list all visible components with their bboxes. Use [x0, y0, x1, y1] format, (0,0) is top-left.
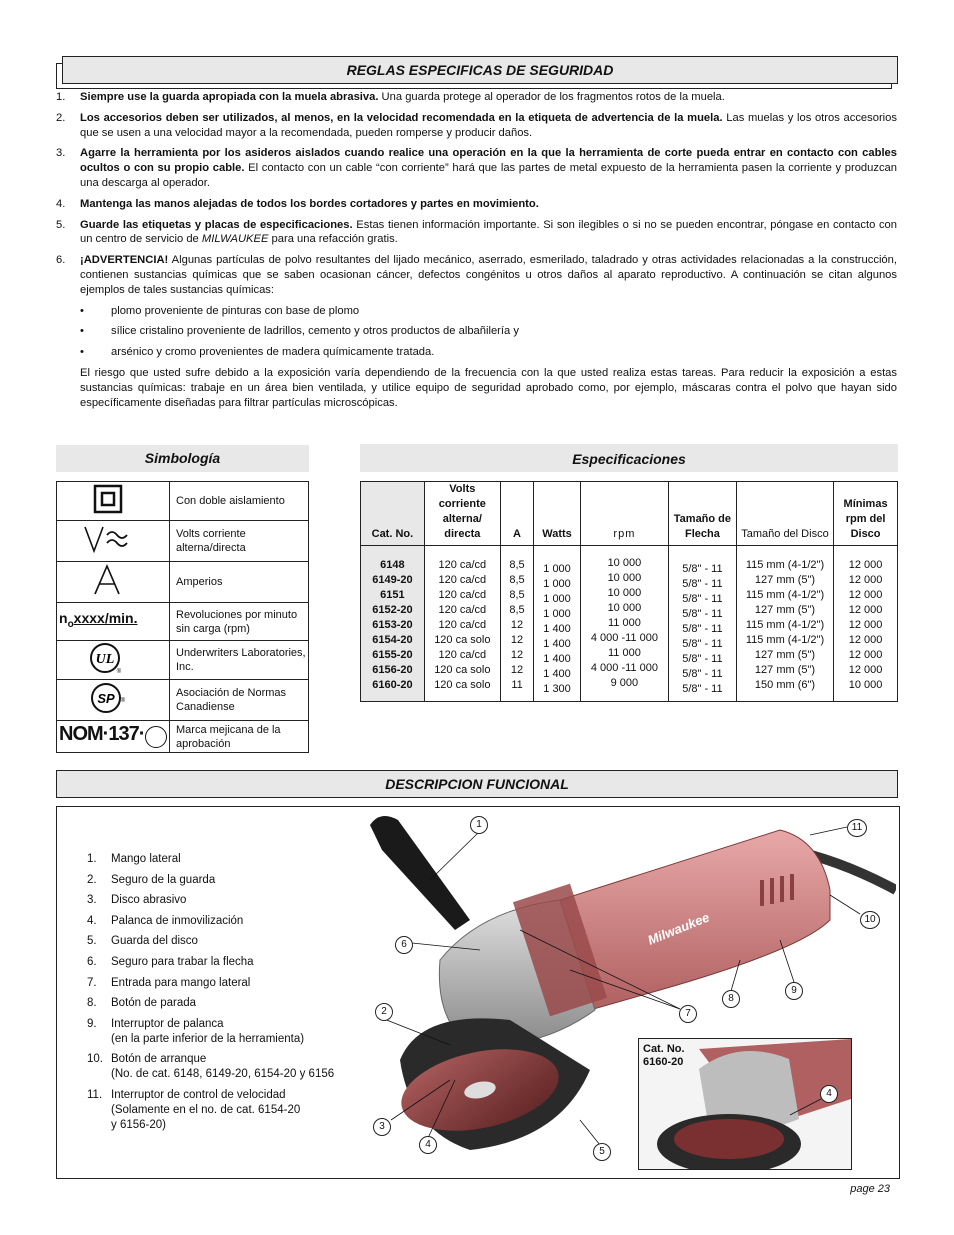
part-item: 6. Seguro para trabar la flecha: [87, 955, 254, 968]
spec-cell: 1 400: [543, 653, 571, 665]
spec-cell: 1 000: [543, 578, 571, 590]
spec-cell: 150 mm (6"): [754, 679, 816, 691]
spec-cell: 120 ca solo: [434, 664, 491, 676]
callout-2: 2: [375, 1003, 393, 1021]
spec-cell: 8,5: [509, 559, 525, 571]
spec-cell: 6151: [380, 589, 405, 601]
spec-cell: 6148: [380, 559, 405, 571]
spec-cell: 10 000: [607, 557, 642, 569]
spec-cell: 8,5: [509, 574, 525, 586]
brand-text: Milwaukee: [645, 909, 712, 948]
rule-5: 5. Guarde las etiquetas y placas de especificaciones. Estas tienen información importante. Si son ilegibles o si no se pueden encontrar, póngase en contacto con un centro de servicio de MILWAUKEE para una refacción gratis.: [56, 218, 897, 246]
part-item: 1. Mango lateral: [87, 853, 181, 865]
rule-2: 2. Los accesorios deben ser utilizados, al menos, en la velocidad recomendada en la etiqueta de advertencia de la muela. Las muelas y los otros accesorios que se usen a una velocidad mayor a la recomendada, pueden romperse y producir daños.: [56, 111, 897, 139]
specs-header: Especificaciones: [360, 444, 898, 472]
spec-cell: 12 000: [848, 574, 883, 586]
spec-cell: 115 mm (4-1/2"): [745, 634, 825, 646]
spec-cell: 10 000: [848, 679, 883, 691]
spec-cell: 11: [511, 679, 523, 691]
spec-cell: 5/8" - 11: [682, 563, 723, 575]
bullet-item: • arsénico y cromo provenientes de madera químicamente tratada.: [80, 346, 435, 359]
spec-cell: 9 000: [610, 677, 639, 689]
spec-cell: 12 000: [848, 589, 883, 601]
spec-cell: 1 400: [543, 623, 571, 635]
spec-cell: 1 000: [543, 563, 571, 575]
symbol-desc: Amperios: [170, 562, 309, 603]
part-item: 3. Disco abrasivo: [87, 894, 187, 907]
closing-paragraph: El riesgo que usted sufre debido a la exposición varía dependiendo de la frecuencia con la que usted realiza estas tareas. Para reducir la exposición a estas sustancias químicas: trabaje en un área bien ventilada, y utilice equipo de seguridad aprobado como, por ejemplo, máscaras contra el polvo que hayan sido específicamente diseñadas para filtrar partículas microscópicas.: [80, 366, 897, 409]
callout-9: 9: [785, 982, 803, 1000]
callout-10: 10: [860, 911, 880, 929]
spec-cell: 5/8" - 11: [682, 638, 723, 650]
callout-6: 6: [395, 936, 413, 954]
spec-cell: 1 400: [543, 668, 571, 680]
spec-cell: 120 ca solo: [434, 679, 491, 691]
spec-cell: 12 000: [848, 664, 883, 676]
spec-cell: 12: [510, 619, 524, 631]
part-item: 8. Botón de parada: [87, 997, 197, 1010]
spec-cell: 120 ca/cd: [438, 604, 487, 616]
spec-cell: 12: [510, 634, 524, 646]
functional-header: DESCRIPCION FUNCIONAL: [56, 770, 898, 798]
spec-cell: 6155-20: [372, 649, 413, 661]
spec-cell: 120 ca/cd: [438, 649, 487, 661]
symbols-header: Simbología: [56, 445, 309, 472]
spec-cell: 12 000: [848, 619, 883, 631]
spec-cell: 5/8" - 11: [682, 593, 723, 605]
spec-cell: 127 mm (5"): [754, 649, 816, 661]
spec-cell: 12 000: [848, 604, 883, 616]
spec-header: rpm: [580, 482, 668, 546]
spec-cell: 120 ca/cd: [438, 619, 487, 631]
callout-3: 3: [373, 1118, 391, 1136]
spec-cell: 120 ca/cd: [438, 589, 487, 601]
spec-cell: 10 000: [607, 602, 642, 614]
spec-cell: 6152-20: [372, 604, 413, 616]
spec-header: Watts: [534, 482, 581, 546]
spec-cell: 12 000: [848, 634, 883, 646]
spec-cell: 120 ca/cd: [438, 574, 487, 586]
rule-3: 3. Agarre la herramienta por los asideros aislados cuando realice una operación en la que la herramienta de corte pueda entrar en contacto con cables ocultos o con su propio cable. El contacto con un cable “con corriente” hará que las partes de metal expuesto de la herramienta pasen la corriente y produzcan una descarga al operador.: [56, 147, 897, 189]
callout-8: 8: [722, 990, 740, 1008]
rpm-icon: $n_oxxxx/\min$.: [57, 603, 170, 641]
page-number: page 23: [850, 1183, 890, 1195]
callout-4-inset: 4: [820, 1085, 838, 1103]
spec-cell: 127 mm (5"): [754, 574, 816, 586]
callout-7: 7: [679, 1005, 697, 1023]
spec-cell: 10 000: [607, 587, 642, 599]
spec-cell: 5/8" - 11: [682, 578, 723, 590]
symbol-desc: Revoluciones por minuto sin carga (rpm): [170, 603, 309, 641]
spec-cell: 5/8" - 11: [682, 653, 723, 665]
part-item: 11. Interruptor de control de velocidad (Solamente en el no. de cat. 6154-20 y 6156-20): [87, 1088, 301, 1131]
spec-header: Mínimas rpm del Disco: [834, 482, 898, 546]
spec-cell: 6149-20: [372, 574, 413, 586]
spec-cell: 5/8" - 11: [682, 608, 723, 620]
spec-cell: 12 000: [848, 649, 883, 661]
symbol-desc: Marca mejicana de la aprobación: [170, 721, 309, 753]
spec-cell: 6160-20: [372, 679, 413, 691]
spec-cell: 11 000: [607, 617, 641, 629]
part-item: 2. Seguro de la guarda: [87, 873, 216, 886]
part-item: 7. Entrada para mango lateral: [87, 976, 251, 989]
callout-11: 11: [847, 819, 867, 837]
spec-cell: 6156-20: [372, 664, 413, 676]
svg-text:UL: UL: [95, 652, 115, 667]
spec-cell: 8,5: [509, 589, 525, 601]
part-item: 5. Guarda del disco: [87, 935, 198, 948]
symbol-desc: Underwriters Laboratories, Inc.: [170, 641, 309, 680]
rule-6: 6. ¡ADVERTENCIA! Algunas partículas de polvo resultantes del lijado mecánico, aserrado, esmerilado, taladrado y otras actividades relacionadas a la construcción, contienen sustancias químicas que se saben ocasionan cáncer, defectos congénitos u otros daños al aparato reproductivo. A continuación se citan algunos ejemplos de tales sustancias químicas: • plomo proveniente de pinturas con base de plomo • sílice cristalino proveniente de ladrillos, cemento y otros productos de albañilería y • arsénico y cromo provenientes de madera químicamente tratada. El riesgo que usted sufre debido a la exposición varía dependiendo de la frecuencia con la que usted realiza estas tareas. Para reducir la exposición a estas sustancias químicas: trabaje en un área bien ventilada, y utilice equipo de seguridad aprobado como, por ejemplo, máscaras contra el polvo que hayan sido específicamente diseñadas para filtrar partículas microscópicas.: [56, 254, 897, 409]
spec-header: Tamaño de Flecha: [668, 482, 736, 546]
spec-cell: 120 ca solo: [434, 634, 491, 646]
spec-cell: 12 000: [848, 559, 883, 571]
spec-cell: 12: [510, 649, 524, 661]
spec-cell: 127 mm (5"): [754, 604, 816, 616]
spec-cell: 120 ca/cd: [438, 559, 487, 571]
spec-cell: 11 000: [607, 647, 641, 659]
spec-header: A: [500, 482, 533, 546]
svg-text:SP: SP: [97, 691, 115, 706]
spec-header: Tamaño del Disco: [736, 482, 833, 546]
rule-4: 4. Mantenga las manos alejadas de todos los bordes cortadores y partes en movimiento.: [56, 197, 539, 210]
symbol-desc: Volts corriente alterna/directa: [170, 521, 309, 562]
spec-cell: 1 000: [543, 608, 571, 620]
spec-cell: 6153-20: [372, 619, 413, 631]
nom-logo-icon: NOM·137·: [57, 721, 170, 753]
symbol-desc: Con doble aislamiento: [170, 482, 309, 521]
spec-cell: 127 mm (5"): [754, 664, 816, 676]
svg-text:®: ®: [116, 669, 122, 675]
spec-cell: 6154-20: [372, 634, 413, 646]
spec-cell: 4 000 -11 000: [590, 662, 658, 674]
spec-cell: 8,5: [509, 604, 525, 616]
spec-cell: 1 300: [543, 683, 571, 695]
part-item: 9. Interruptor de palanca (en la parte inferior de la herramienta): [87, 1017, 305, 1045]
symbol-desc: Asociación de Normas Canadiense: [170, 680, 309, 721]
spec-cell: 5/8" - 11: [682, 668, 723, 680]
spec-cell: 1 000: [543, 593, 571, 605]
spec-header: Volts corriente alterna/ directa: [424, 482, 500, 546]
spec-cell: 4 000 -11 000: [590, 632, 658, 644]
spec-cell: 5/8" - 11: [682, 683, 723, 695]
spec-cell: 115 mm (4-1/2"): [745, 619, 825, 631]
spec-cell: 5/8" - 11: [682, 623, 723, 635]
spec-cell: 12: [510, 664, 524, 676]
inset-label: Cat. No. 6160-20: [643, 1043, 685, 1068]
safety-title: REGLAS ESPECIFICAS DE SEGURIDAD: [346, 62, 614, 78]
spec-cell: 10 000: [607, 572, 642, 584]
callout-1: 1: [470, 816, 488, 834]
callout-5: 5: [593, 1143, 611, 1161]
spec-cell: 115 mm (4-1/2"): [745, 589, 825, 601]
spec-header: Cat. No.: [361, 482, 425, 546]
callout-4: 4: [419, 1136, 437, 1154]
rule-1: 1. Siempre use la guarda apropiada con la muela abrasiva. Una guarda protege al operador de los fragmentos rotos de la muela.: [56, 91, 725, 103]
bullet-item: • plomo proveniente de pinturas con base de plomo: [80, 304, 360, 317]
part-item: 10. Botón de arranque (No. de cat. 6148, 6149-20, 6154-20 y 6156: [87, 1053, 335, 1081]
spec-cell: 115 mm (4-1/2"): [745, 559, 825, 571]
svg-text:®: ®: [120, 698, 126, 704]
spec-cell: 1 400: [543, 638, 571, 650]
bullet-item: • sílice cristalino proveniente de ladrillos, cemento y otros productos de albañilería y: [80, 325, 519, 338]
rpm-symbol: xxxx/min.: [73, 610, 138, 627]
part-item: 4. Palanca de inmovilización: [87, 914, 244, 927]
